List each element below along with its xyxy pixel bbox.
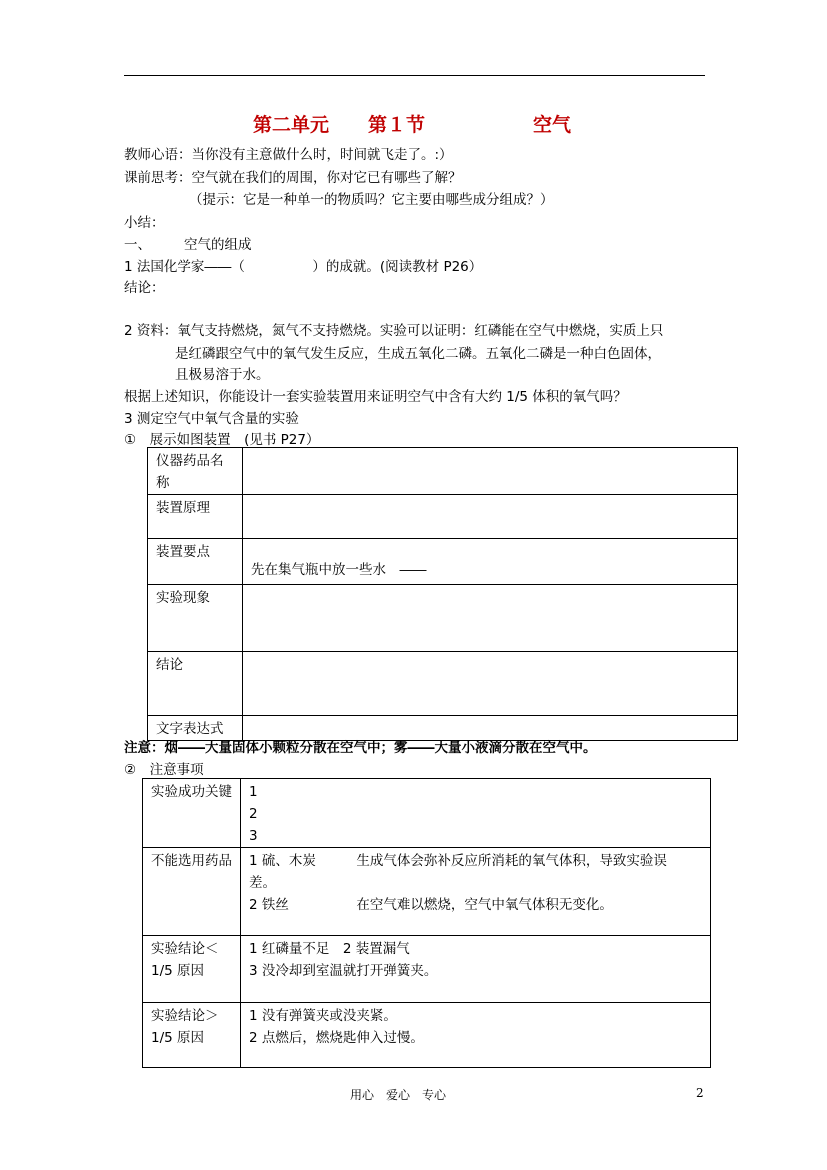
row-content: 先在集气瓶中放一些水 ―― <box>243 539 738 585</box>
content-line: 1 <box>249 784 258 800</box>
row-content <box>243 652 738 716</box>
content-line: 差。 <box>249 875 276 891</box>
table-row <box>148 652 738 716</box>
row-content <box>241 779 711 848</box>
title-section: 第１节 <box>368 114 426 136</box>
item-2-line1: 2 资料：氧气支持燃烧，氮气不支持燃烧。实验可以证明：红磷能在空气中燃烧，实质上只 <box>124 323 664 339</box>
title-topic: 空气 <box>533 114 572 136</box>
table-row <box>148 448 738 495</box>
content-line: 2 <box>249 806 258 822</box>
table-row <box>143 1003 711 1068</box>
table-row <box>143 936 711 1003</box>
row-label: 实验结论＞1/5 原因 <box>143 1003 241 1068</box>
row-label: 实验现象 <box>148 585 243 652</box>
item-3: 3 测定空气中氧气含量的实验 <box>124 411 299 427</box>
row-label: 装置原理 <box>148 495 243 539</box>
note: 注意：烟――大量固体小颗粒分散在空气中；雾――大量小液滴分散在空气中。 <box>124 740 597 756</box>
hint: （提示：它是一种单一的物质吗？它主要由哪些成分组成？） <box>189 192 554 208</box>
content-line: 3 <box>249 828 258 844</box>
teacher-words: 教师心语：当你没有主意做什么时，时间就飞走了。:） <box>124 147 453 163</box>
title-unit: 第二单元 <box>253 114 330 136</box>
heading-1-num: 一、 <box>124 237 151 253</box>
row-label: 结论 <box>148 652 243 716</box>
row-label: 仪器药品名称 <box>148 448 243 495</box>
content-line: 2 点燃后，燃烧匙伸入过慢。 <box>249 1030 424 1046</box>
row-content <box>243 448 738 495</box>
header-rule <box>124 75 705 76</box>
sub-2: ② 注意事项 <box>124 762 204 778</box>
table-row <box>143 779 711 848</box>
page-number: 2 <box>696 1086 704 1100</box>
item-1: 1 法国化学家――（ ）的成就。(阅读教材 P26） <box>124 259 483 275</box>
table-row <box>143 848 711 936</box>
table-row <box>148 539 738 585</box>
row-content <box>243 585 738 652</box>
table-row <box>148 585 738 652</box>
row-label: 装置要点 <box>148 539 243 585</box>
experiment-table <box>147 447 738 741</box>
content-line: 1 红磷量不足 2 装置漏气 <box>249 941 410 957</box>
item-2-line3: 且极易溶于水。 <box>175 367 270 383</box>
row-content <box>243 495 738 539</box>
pre-thinking: 课前思考：空气就在我们的周围，你对它已有哪些了解？ <box>124 170 462 186</box>
summary-label: 小结： <box>124 215 165 231</box>
row-label: 文字表达式 <box>148 716 243 741</box>
conclusion-label: 结论： <box>124 280 165 296</box>
heading-1-text: 空气的组成 <box>184 237 252 253</box>
precautions-table <box>142 778 711 1068</box>
row-label: 实验成功关键 <box>143 779 241 848</box>
item-2-line2: 是红磷跟空气中的氧气发生反应，生成五氧化二磷。五氧化二磷是一种白色固体， <box>175 346 661 362</box>
table-row <box>148 495 738 539</box>
footer-motto: 用心 爱心 专心 <box>350 1088 447 1102</box>
row-content <box>241 1003 711 1068</box>
row-label: 实验结论＜1/5 原因 <box>143 936 241 1003</box>
row-content <box>241 848 711 936</box>
question: 根据上述知识，你能设计一套实验装置用来证明空气中含有大约 1/5 体积的氧气吗？ <box>124 389 627 405</box>
row-content <box>241 936 711 1003</box>
content-line: 1 没有弹簧夹或没夹紧。 <box>249 1008 397 1024</box>
sub-1: ① 展示如图装置 (见书 P27） <box>124 432 320 448</box>
content-line: 3 没冷却到室温就打开弹簧夹。 <box>249 963 438 979</box>
content-line: 1 硫、木炭 生成气体会弥补反应所消耗的氧气体积，导致实验误 <box>249 853 667 869</box>
row-label: 不能选用药品 <box>143 848 241 936</box>
content-line: 2 铁丝 在空气难以燃烧，空气中氧气体积无变化。 <box>249 897 613 913</box>
